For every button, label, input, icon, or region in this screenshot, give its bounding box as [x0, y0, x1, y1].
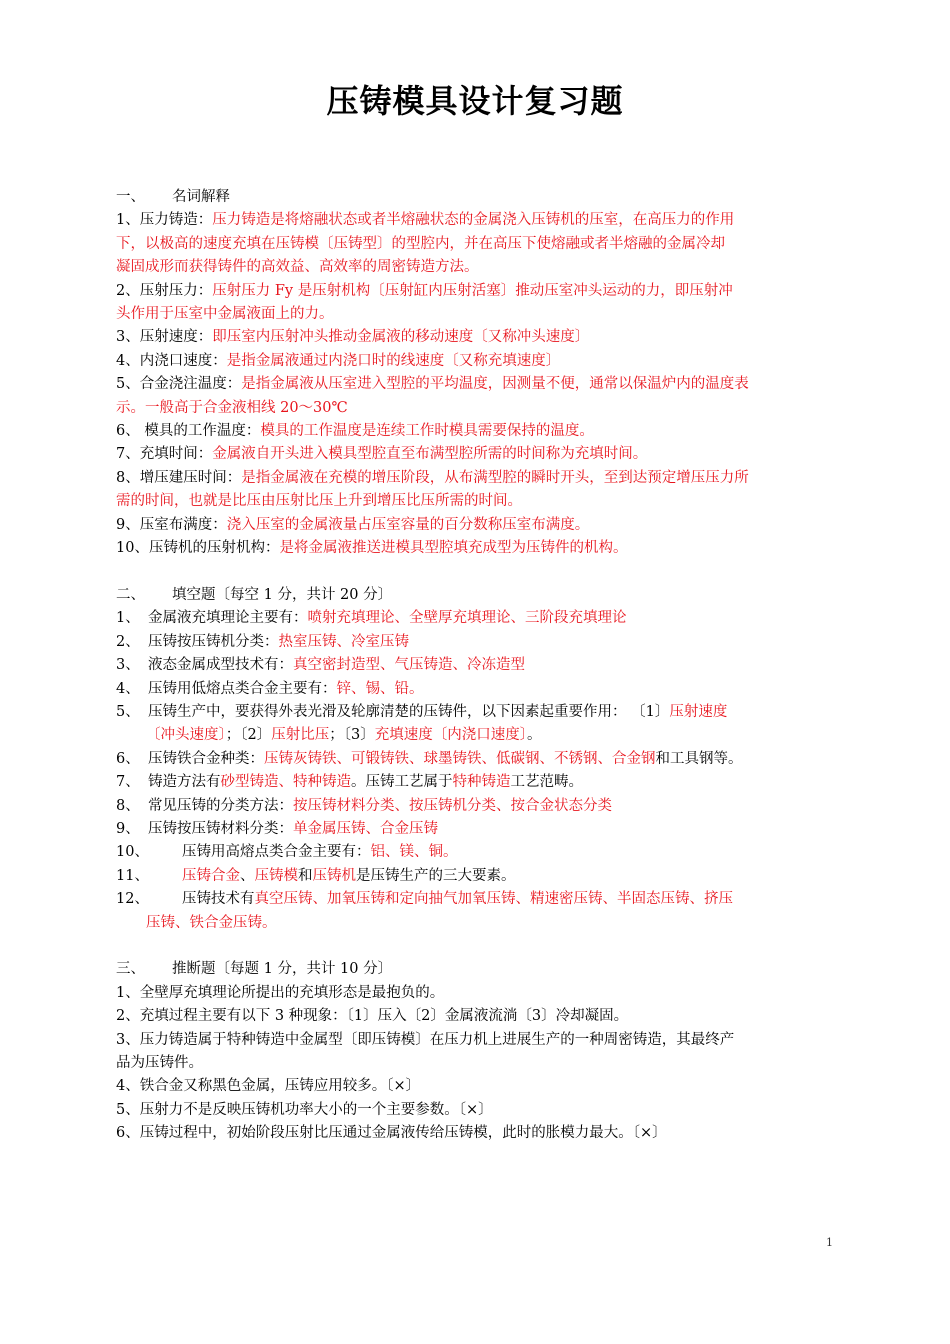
fill-item-11: 11、 压铸合金、压铸模和压铸机是压铸生产的三大要素。 — [116, 867, 516, 884]
judge-item-2: 2、充填过程主要有以下 3 种现象：〔1〕压入〔2〕金属液流淌〔3〕冷却凝固。 — [116, 1008, 629, 1025]
fill-item-3: 3、 液态金属成型技术有：真空密封造型、气压铸造、冷冻造型 — [116, 657, 525, 674]
definition-item-1: 1、压力铸造：压力铸造是将熔融状态或者半熔融状态的金属浇入压铸机的压室，在高压力的作用 下，以极高的速度充填在压铸模〔压铸型〕的型腔内，并在高压下使熔融或者半熔融的金属冷却 凝固成形而获得铸件的高效益、高效率的周密铸造方法。 — [116, 212, 735, 276]
definition-item-10: 10、压铸机的压射机构：是将金属液推送进模具型腔填充成型为压铸件的机构。 — [116, 540, 628, 557]
fill-item-12: 12、 压铸技术有真空压铸、加氧压铸和定向抽气加氧压铸、精速密压铸、半固态压铸、挤压 压铸、铁合金压铸。 — [116, 891, 733, 931]
judge-item-5: 5、压射力不是反映压铸机功率大小的一个主要参数。〔×〕 — [116, 1101, 493, 1118]
definition-item-4: 4、内浇口速度：是指金属液通过内浇口时的线速度〔又称充填速度〕 — [116, 352, 561, 369]
judge-item-6: 6、压铸过程中，初始阶段压射比压通过金属液传给压铸模，此时的胀模力最大。〔×〕 — [116, 1125, 667, 1142]
fill-item-10: 10、 压铸用高熔点类合金主要有：铝、镁、铜。 — [116, 844, 458, 861]
page-number: 1 — [826, 1236, 833, 1249]
definition-item-5: 5、合金浇注温度：是指金属液从压室进入型腔的平均温度，因测量不便，通常以保温炉内的温度表 示。一般高于合金液相线 20～30℃ — [116, 376, 749, 416]
judge-item-1: 1、全壁厚充填理论所提出的充填形态是最抱负的。 — [116, 984, 445, 1001]
judge-item-3: 3、压力铸造属于特种铸造中金属型〔即压铸模〕在压力机上进展生产的一种周密铸造，其最终产 品为压铸件。 — [116, 1031, 735, 1071]
fill-item-9: 9、 压铸按压铸材料分类：单金属压铸、合金压铸 — [116, 820, 438, 837]
judge-item-4: 4、铁合金又称黑色金属，压铸应用较多。〔×〕 — [116, 1078, 421, 1095]
section-heading-2: 二、 填空题〔每空 1 分，共计 20 分〕 — [116, 586, 393, 603]
fill-item-5: 5、 压铸生产中，要获得外表光滑及轮廓清楚的压铸件，以下因素起重要作用： 〔1〕压射速度 〔冲头速度〕；〔2〕压射比压；〔3〕充填速度〔内浇口速度〕。 — [116, 703, 728, 744]
fill-item-4: 4、 压铸用低熔点类合金主要有：锌、锡、铅。 — [116, 680, 424, 697]
definition-item-9: 9、压室布满度：浇入压室的金属液量占压室容量的百分数称压室布满度。 — [116, 516, 590, 533]
fill-item-7: 7、 铸造方法有砂型铸造、特种铸造。压铸工艺属于特种铸造工艺范畴。 — [116, 774, 583, 791]
section-heading-3: 三、 推断题〔每题 1 分，共计 10 分〕 — [116, 961, 393, 978]
definition-item-8: 8、增压建压时间：是指金属液在充模的增压阶段，从布满型腔的瞬时开头，至到达预定增压压力所 需的时间，也就是比压由压射比压上升到增压比压所需的时间。 — [116, 469, 749, 510]
definition-item-3: 3、压射速度：即压室内压射冲头推动金属液的移动速度〔又称冲头速度〕 — [116, 329, 590, 346]
fill-item-6: 6、 压铸铁合金种类：压铸灰铸铁、可锻铸铁、球墨铸铁、低碳钢、不锈钢、合金钢和工具钢等。 — [116, 750, 743, 767]
section-heading-1: 一、 名词解释 — [116, 189, 230, 205]
document-body — [116, 186, 828, 1146]
fill-item-8: 8、 常见压铸的分类方法：按压铸材料分类、按压铸机分类、按合金状态分类 — [116, 797, 612, 814]
page-title: 压铸模具设计复习题 — [326, 82, 624, 120]
definition-item-6: 6、 模具的工作温度：模具的工作温度是连续工作时模具需要保持的温度。 — [116, 423, 594, 440]
fill-item-1: 1、 金属液充填理论主要有：喷射充填理论、全壁厚充填理论、三阶段充填理论 — [116, 610, 627, 627]
definition-item-7: 7、充填时间：金属液自开头进入模具型腔直至布满型腔所需的时间称为充填时间。 — [116, 446, 648, 463]
fill-item-2: 2、 压铸按压铸机分类：热室压铸、冷室压铸 — [116, 633, 409, 650]
definition-item-2: 2、压射压力：压射压力 Fy 是压射机构〔压射缸内压射活塞〕推动压室冲头运动的力，即压射冲 头作用于压室中金属液面上的力。 — [116, 282, 733, 323]
